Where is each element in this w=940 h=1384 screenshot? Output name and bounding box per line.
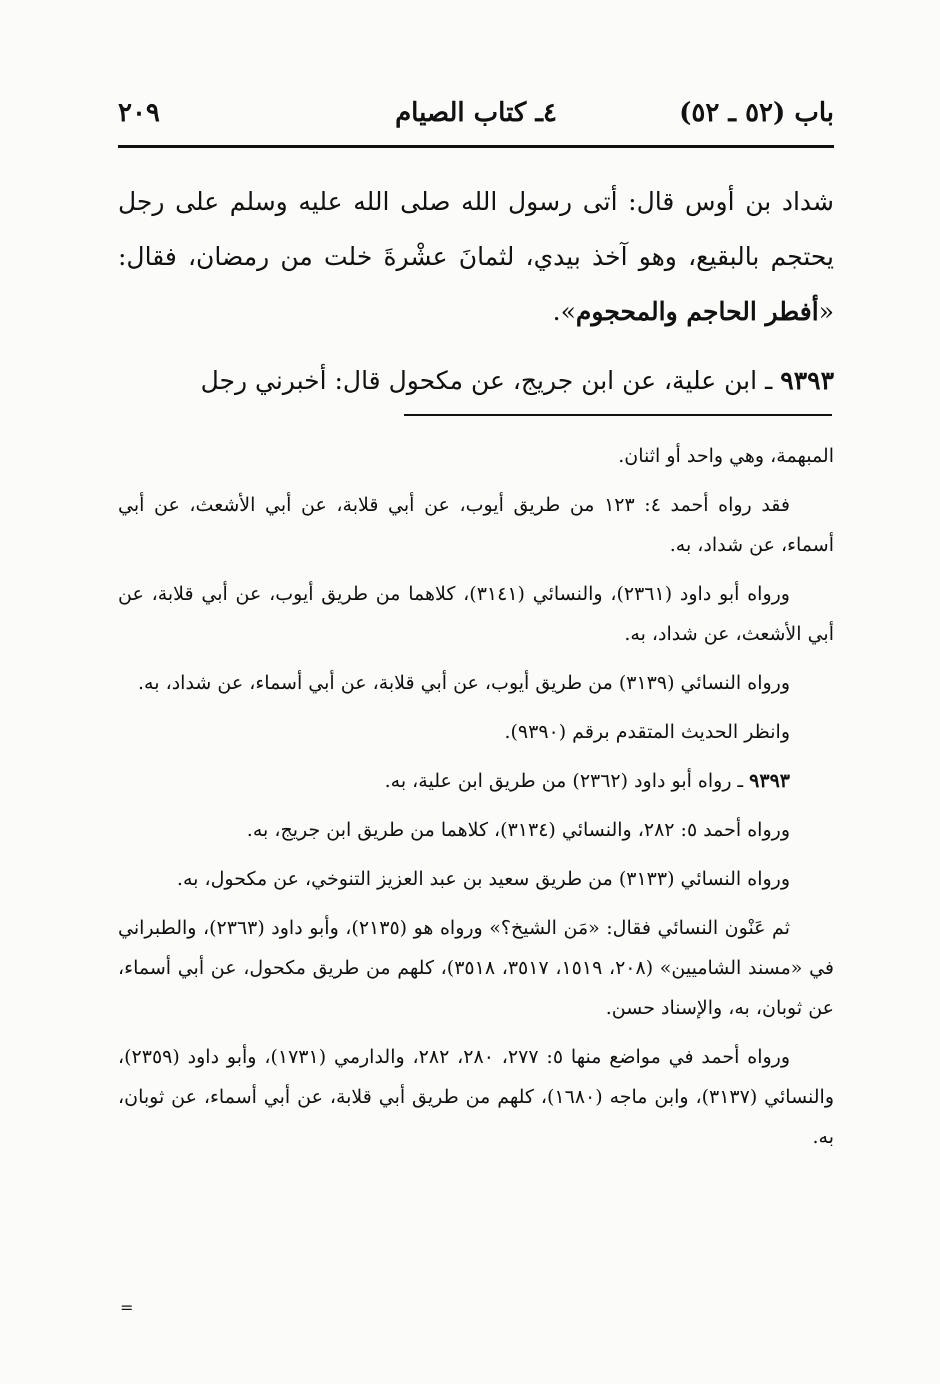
header-rule: [118, 145, 834, 148]
running-header: [118, 92, 834, 140]
continuation-mark: =: [120, 1298, 134, 1317]
hadith-number: ٩٣٩٣: [780, 366, 834, 395]
hadith-text: ـ ابن علية، عن ابن جريج، عن مكحول قال: أخبرني رجل: [200, 366, 781, 395]
hadith-paragraph: [118, 353, 834, 408]
hadith-quote: أفطر الحاجم والمحجوم: [575, 297, 819, 326]
chapter-label: باب (٥٢ ـ ٥٢): [679, 98, 834, 128]
footnote-paragraph: ورواه النسائي (٣١٣٣) من طريق سعيد بن عبد العزيز التنوخي، عن مكحول، به.: [176, 868, 790, 890]
hadith-paragraph: [118, 174, 834, 339]
footnote-paragraph: ثم عَنْون النسائي فقال: «مَن الشيخ؟» ورواه هو (٢١٣٥)، وأبو داود (٢٣٦٣)، والطبراني في «مسند الشاميين» (٢٠٨، ١٥١٩، ٣٥١٧، ٣٥١٨)، كلهم من طريق مكحول، عن أبي أسماء، عن ثوبان، به، والإسناد حسن.: [118, 917, 835, 1019]
page-number: ٢٠٩: [118, 98, 160, 128]
footnote-text: ـ رواه أبو داود (٢٣٦٢) من طريق ابن علية، به.: [384, 770, 750, 792]
main-text: [118, 174, 834, 408]
footnote-paragraph: ورواه أبو داود (٢٣٦١)، والنسائي (٣١٤١)، كلاهما من طريق أيوب، عن أبي قلابة، عن أبي الأشعث، عن شداد، به.: [118, 583, 834, 645]
footnote-paragraph: ورواه أحمد ٥: ٢٨٢، والنسائي (٣١٣٤)، كلاهما من طريق ابن جريج، به.: [246, 819, 790, 841]
footnote-paragraph: فقد رواه أحمد ٤: ١٢٣ من طريق أيوب، عن أبي قلابة، عن أبي الأشعث، عن أبي أسماء، عن شداد، به.: [118, 494, 834, 556]
footnote-paragraph: ورواه النسائي (٣١٣٩) من طريق أيوب، عن أبي قلابة، عن أبي أسماء، عن شداد، به.: [138, 672, 790, 694]
footnotes: [118, 436, 834, 1166]
footnote-rule: [404, 414, 832, 416]
footnote-continuation: المبهمة، وهي واحد أو اثنان.: [618, 445, 834, 467]
hadith-text: شداد بن أوس قال: أتى رسول الله صلى الله عليه وسلم على رجل يحتجم بالبقيع، وهو آخذ بيدي، لثمانَ عشْرةَ خلت من رمضان، فقال: «: [118, 187, 834, 326]
footnote-number: ٩٣٩٣: [749, 770, 790, 792]
footnote-paragraph: وانظر الحديث المتقدم برقم (٩٣٩٠).: [504, 721, 790, 743]
footnote-paragraph: [118, 761, 834, 801]
book-title: ٤ـ كتاب الصيام: [395, 98, 557, 128]
hadith-quote-end: ».: [552, 297, 576, 326]
footnote-paragraph: ورواه أحمد في مواضع منها ٥: ٢٧٧، ٢٨٠، ٢٨٢، والدارمي (١٧٣١)، وأبو داود (٢٣٥٩)، والنسائي (٣١٣٧)، وابن ماجه (١٦٨٠)، كلهم من طريق أبي قلابة، عن أبي أسماء، عن ثوبان، به.: [118, 1046, 834, 1148]
